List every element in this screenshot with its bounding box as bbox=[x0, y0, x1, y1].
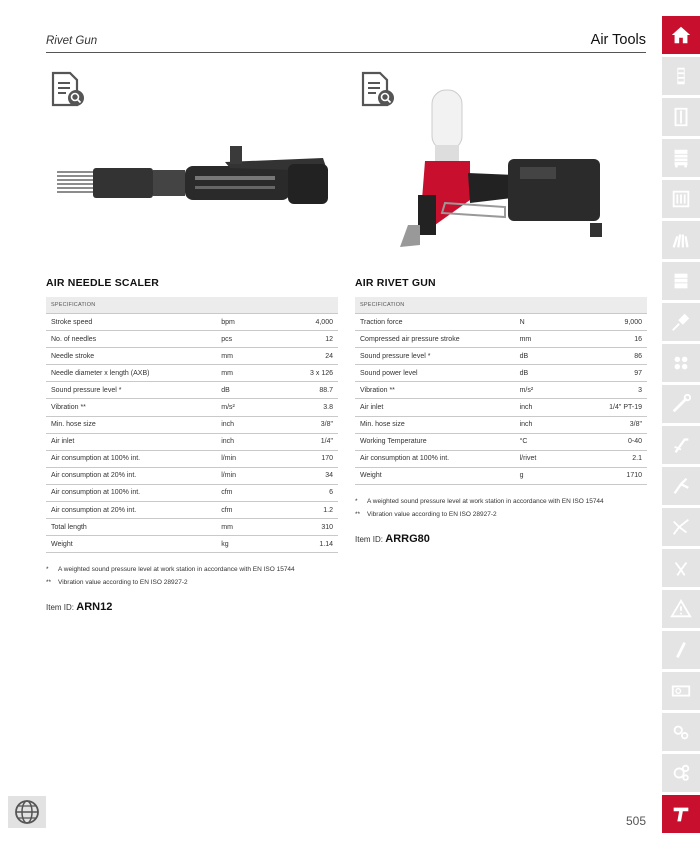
product-air-needle-scaler bbox=[46, 277, 338, 613]
spec-label: Air consumption at 100% int. bbox=[46, 450, 216, 467]
spec-unit: inch bbox=[216, 433, 286, 450]
footnote-text: Vibration value according to EN ISO 28927-2 bbox=[58, 579, 188, 587]
spec-label: Compressed air pressure stroke bbox=[355, 331, 515, 348]
tool-cabinet-icon bbox=[670, 147, 692, 169]
footnote bbox=[46, 576, 338, 589]
spec-label: Stroke speed bbox=[46, 314, 216, 331]
item-id-line bbox=[46, 601, 338, 613]
spec-row bbox=[46, 314, 338, 331]
spec-unit: pcs bbox=[216, 331, 286, 348]
spec-unit: mm bbox=[515, 331, 585, 348]
spec-row bbox=[46, 348, 338, 365]
tab-pullers[interactable] bbox=[662, 549, 700, 587]
page-number: 505 bbox=[625, 814, 646, 828]
footnote bbox=[355, 495, 647, 508]
pliers-icon bbox=[670, 475, 692, 497]
spec-label: Air consumption at 100% int. bbox=[46, 484, 216, 501]
spec-value: 12 bbox=[286, 331, 338, 348]
spec-unit: l/min bbox=[216, 467, 286, 484]
footnote-text: A weighted sound pressure level at work station in accordance with EN ISO 15744 bbox=[58, 566, 295, 574]
spec-unit: inch bbox=[216, 416, 286, 433]
spec-value: 3 x 126 bbox=[286, 365, 338, 382]
spec-unit: mm bbox=[216, 365, 286, 382]
spec-unit: l/min bbox=[216, 450, 286, 467]
spec-row bbox=[355, 399, 647, 416]
item-id-value[interactable]: ARN12 bbox=[76, 601, 113, 614]
spec-value: 9,000 bbox=[585, 314, 647, 331]
footnote-text: Vibration value according to EN ISO 28927-2 bbox=[367, 510, 497, 518]
spec-label: Air consumption at 20% int. bbox=[46, 502, 216, 519]
spec-row bbox=[46, 416, 338, 433]
footnote-mark: ** bbox=[46, 579, 52, 587]
tab-tool-sets[interactable] bbox=[662, 180, 700, 218]
hammer-icon bbox=[670, 639, 692, 661]
category-title: Air Tools bbox=[590, 32, 646, 48]
needle-scaler-image bbox=[55, 140, 330, 225]
spec-value: 3.8 bbox=[286, 399, 338, 416]
spanner-icon bbox=[670, 393, 692, 415]
tab-cutters[interactable] bbox=[662, 508, 700, 546]
spec-label: Air consumption at 100% int. bbox=[355, 450, 515, 467]
spec-unit: N bbox=[515, 314, 585, 331]
pliers-icon bbox=[670, 557, 692, 579]
gears-icon bbox=[670, 721, 692, 743]
spec-row bbox=[355, 365, 647, 382]
tab-bits[interactable] bbox=[662, 344, 700, 382]
spec-unit: mm bbox=[216, 348, 286, 365]
spec-label: Sound power level bbox=[355, 365, 515, 382]
spec-label: Weight bbox=[355, 467, 515, 484]
spec-row bbox=[46, 331, 338, 348]
measuring-icon bbox=[670, 680, 692, 702]
spec-row bbox=[46, 450, 338, 467]
tab-spanners[interactable] bbox=[662, 385, 700, 423]
spec-unit: bpm bbox=[216, 314, 286, 331]
tab-hammers[interactable] bbox=[662, 631, 700, 669]
footnote-text: A weighted sound pressure level at work station in accordance with EN ISO 15744 bbox=[367, 497, 604, 505]
spec-label: Vibration ** bbox=[46, 399, 216, 416]
spec-row bbox=[355, 331, 647, 348]
spec-row bbox=[46, 382, 338, 399]
spec-row bbox=[355, 382, 647, 399]
spec-row bbox=[355, 433, 647, 450]
spec-table bbox=[46, 297, 338, 553]
spec-value: 1.2 bbox=[286, 502, 338, 519]
tab-air-guns[interactable] bbox=[662, 795, 700, 833]
spec-value: 1/4" bbox=[286, 433, 338, 450]
spec-label: Air inlet bbox=[355, 399, 515, 416]
air-gun-icon bbox=[670, 803, 692, 825]
cutter-icon bbox=[670, 516, 692, 538]
spec-header-row bbox=[46, 297, 338, 314]
tool-set-icon bbox=[670, 188, 692, 210]
section-title: Rivet Gun bbox=[46, 35, 98, 47]
spec-unit: mm bbox=[216, 519, 286, 536]
spec-value: 310 bbox=[286, 519, 338, 536]
spec-row bbox=[355, 467, 647, 484]
warning-icon bbox=[670, 598, 692, 620]
spec-header: SPECIFICATION bbox=[46, 297, 338, 314]
wrench-icon bbox=[670, 106, 692, 128]
spec-label: Sound pressure level * bbox=[46, 382, 216, 399]
spec-unit: dB bbox=[515, 365, 585, 382]
spec-value: 88.7 bbox=[286, 382, 338, 399]
spec-unit: l/rivet bbox=[515, 450, 585, 467]
spec-label: Traction force bbox=[355, 314, 515, 331]
product-title: AIR RIVET GUN bbox=[355, 277, 436, 289]
spec-value: 24 bbox=[286, 348, 338, 365]
item-id-label: Item ID: bbox=[355, 534, 384, 544]
spec-unit: inch bbox=[515, 416, 585, 433]
spec-value: 3 bbox=[585, 382, 647, 399]
air-tools-icon bbox=[670, 762, 692, 784]
spec-unit: °C bbox=[515, 433, 585, 450]
spec-value: 1710 bbox=[585, 467, 647, 484]
tab-tool-cabinets[interactable] bbox=[662, 139, 700, 177]
item-id-value[interactable]: ARRG80 bbox=[385, 532, 430, 545]
footnote-mark: * bbox=[46, 566, 49, 574]
tab-wrenches[interactable] bbox=[662, 98, 700, 136]
tab-screwdriver-sets[interactable] bbox=[662, 221, 700, 259]
spec-unit: g bbox=[515, 467, 585, 484]
tab-storage[interactable] bbox=[662, 262, 700, 300]
hex-key-icon bbox=[670, 434, 692, 456]
spec-unit: inch bbox=[515, 399, 585, 416]
spec-label: Air consumption at 20% int. bbox=[46, 467, 216, 484]
footnote bbox=[355, 508, 647, 521]
footnotes bbox=[46, 563, 338, 589]
spec-label: No. of needles bbox=[46, 331, 216, 348]
item-id-line bbox=[355, 533, 647, 545]
spec-row bbox=[355, 450, 647, 467]
spec-row bbox=[46, 433, 338, 450]
spec-label: Working Temperature bbox=[355, 433, 515, 450]
screwdriver-icon bbox=[670, 311, 692, 333]
spec-value: 34 bbox=[286, 467, 338, 484]
spec-label: Needle stroke bbox=[46, 348, 216, 365]
spec-value: 1/4" PT-19 bbox=[585, 399, 647, 416]
spec-row bbox=[46, 365, 338, 382]
tab-measuring[interactable] bbox=[662, 672, 700, 710]
screwdriver-set-icon bbox=[670, 229, 692, 251]
spec-value: 86 bbox=[585, 348, 647, 365]
spec-row bbox=[46, 536, 338, 553]
spec-header: SPECIFICATION bbox=[355, 297, 647, 314]
footnotes bbox=[355, 495, 647, 521]
spec-value: 0-40 bbox=[585, 433, 647, 450]
spec-row bbox=[355, 314, 647, 331]
spec-label: Weight bbox=[46, 536, 216, 553]
spec-row bbox=[46, 519, 338, 536]
spec-label: Air inlet bbox=[46, 433, 216, 450]
tab-air-tools[interactable] bbox=[662, 754, 700, 792]
tab-gears[interactable] bbox=[662, 713, 700, 751]
spec-value: 170 bbox=[286, 450, 338, 467]
rivet-gun-image bbox=[390, 85, 605, 255]
side-tab-nav bbox=[662, 16, 700, 836]
storage-icon bbox=[670, 270, 692, 292]
spec-row bbox=[46, 467, 338, 484]
language-button[interactable] bbox=[8, 796, 46, 828]
product-air-rivet-gun bbox=[355, 277, 647, 545]
spec-label: Min. hose size bbox=[355, 416, 515, 433]
spec-value: 3/8" bbox=[585, 416, 647, 433]
spec-value: 1.14 bbox=[286, 536, 338, 553]
spec-value: 4,000 bbox=[286, 314, 338, 331]
spec-value: 2.1 bbox=[585, 450, 647, 467]
spec-unit: cfm bbox=[216, 502, 286, 519]
home-icon bbox=[670, 24, 692, 46]
document-search-icon[interactable] bbox=[50, 71, 86, 109]
tab-hex-keys[interactable] bbox=[662, 426, 700, 464]
footnote bbox=[46, 563, 338, 576]
spec-value: 97 bbox=[585, 365, 647, 382]
spec-unit: cfm bbox=[216, 484, 286, 501]
spec-row bbox=[355, 416, 647, 433]
tab-home[interactable] bbox=[662, 16, 700, 54]
tab-screwdrivers[interactable] bbox=[662, 303, 700, 341]
spec-value: 16 bbox=[585, 331, 647, 348]
spec-unit: m/s² bbox=[515, 382, 585, 399]
spec-value: 3/8" bbox=[286, 416, 338, 433]
tab-safety[interactable] bbox=[662, 590, 700, 628]
spec-row bbox=[46, 502, 338, 519]
spec-row bbox=[355, 348, 647, 365]
spec-row bbox=[46, 399, 338, 416]
spec-table bbox=[355, 297, 647, 485]
item-id-label: Item ID: bbox=[46, 603, 75, 613]
spec-header-row bbox=[355, 297, 647, 314]
globe-icon bbox=[14, 799, 40, 825]
spec-unit: kg bbox=[216, 536, 286, 553]
footnote-mark: ** bbox=[355, 510, 361, 518]
header-divider bbox=[46, 52, 646, 53]
spec-value: 6 bbox=[286, 484, 338, 501]
spec-unit: dB bbox=[515, 348, 585, 365]
bits-icon bbox=[670, 352, 692, 374]
spec-label: Min. hose size bbox=[46, 416, 216, 433]
tab-sockets[interactable] bbox=[662, 57, 700, 95]
spec-unit: dB bbox=[216, 382, 286, 399]
spec-label: Sound pressure level * bbox=[355, 348, 515, 365]
spec-label: Vibration ** bbox=[355, 382, 515, 399]
spec-unit: m/s² bbox=[216, 399, 286, 416]
spec-label: Needle diameter x length (AXB) bbox=[46, 365, 216, 382]
socket-icon bbox=[670, 65, 692, 87]
footnote-mark: * bbox=[355, 497, 358, 505]
product-title: AIR NEEDLE SCALER bbox=[46, 277, 160, 289]
spec-row bbox=[46, 484, 338, 501]
tab-pliers[interactable] bbox=[662, 467, 700, 505]
spec-label: Total length bbox=[46, 519, 216, 536]
